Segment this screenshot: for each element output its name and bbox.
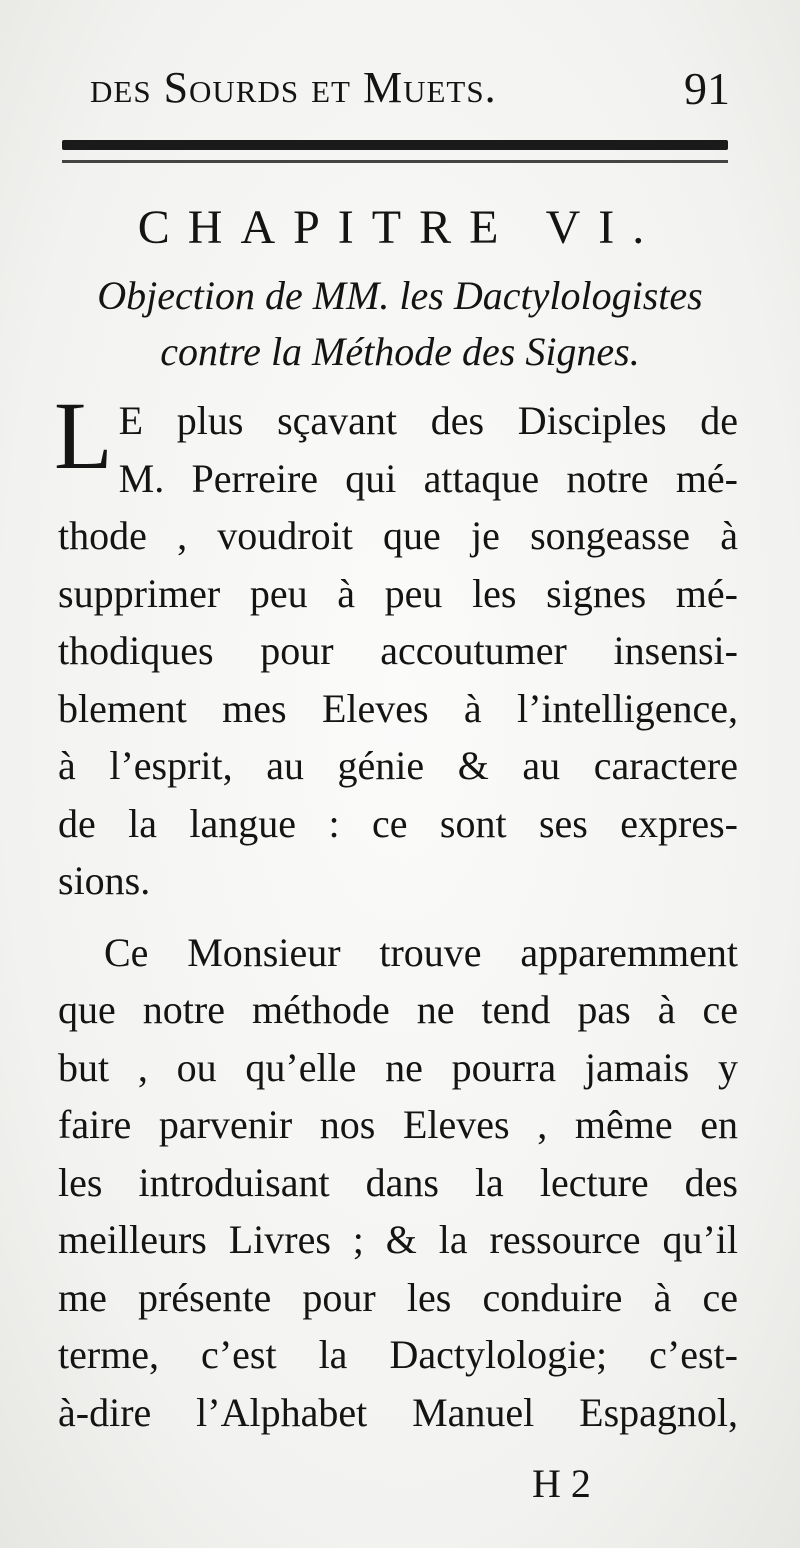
header-rule-thin bbox=[62, 160, 728, 163]
text-line: E plus sçavant des Disciples de bbox=[118, 398, 738, 443]
signature-mark: H 2 bbox=[532, 1461, 591, 1506]
text-line: thodiques pour accoutumer insensi- bbox=[58, 628, 738, 673]
text-line: à l’esprit, au génie & au caractere bbox=[58, 743, 738, 788]
running-head bbox=[90, 62, 730, 122]
page-number: 91 bbox=[684, 63, 730, 114]
text-line: supprimer peu à peu les signes mé- bbox=[58, 570, 738, 616]
text-line: de la langue : ce sont ses expres- bbox=[58, 800, 738, 846]
header-rule bbox=[62, 140, 728, 150]
drop-cap: L bbox=[54, 382, 113, 489]
chapter-subtitle-line-2: contre la Méthode des Signes. bbox=[160, 329, 640, 374]
text-line: sions. bbox=[58, 858, 151, 903]
text-line: les introduisant dans la lecture des bbox=[58, 1159, 738, 1205]
body-text bbox=[54, 382, 738, 1441]
text-line: à-dire l’Alphabet Manuel Espagnol, bbox=[58, 1389, 738, 1435]
running-head-title: des Sourds et Muets. bbox=[90, 63, 497, 112]
text-line: blement mes Eleves à l’intelligence, bbox=[58, 685, 738, 731]
text-line: meilleurs Livres ; & la ressource qu’il bbox=[58, 1217, 738, 1262]
paragraph-gap bbox=[58, 910, 738, 924]
text-line: thode , voudroit que je songeasse à bbox=[58, 513, 738, 558]
text-line: faire parvenir nos Eleves , même en bbox=[58, 1102, 738, 1147]
text-line: but , ou qu’elle ne pourra jamais y bbox=[58, 1044, 738, 1090]
text-line: terme, c’est la Dactylologie; c’est- bbox=[58, 1332, 738, 1377]
chapter-heading: CHAPITRE VI. bbox=[137, 201, 663, 254]
text-line: que notre méthode ne tend pas à ce bbox=[58, 987, 738, 1032]
text-line: Ce Monsieur trouve apparemment bbox=[104, 929, 738, 975]
chapter-subtitle bbox=[40, 268, 760, 380]
paragraph-2 bbox=[58, 924, 738, 1442]
text-line: me présente pour les conduire à ce bbox=[58, 1274, 738, 1320]
paragraph-1 bbox=[54, 382, 738, 910]
text-line: M. Perreire qui attaque notre mé- bbox=[118, 455, 738, 501]
chapter-subtitle-line-1: Objection de MM. les Dactylologistes bbox=[97, 273, 703, 318]
